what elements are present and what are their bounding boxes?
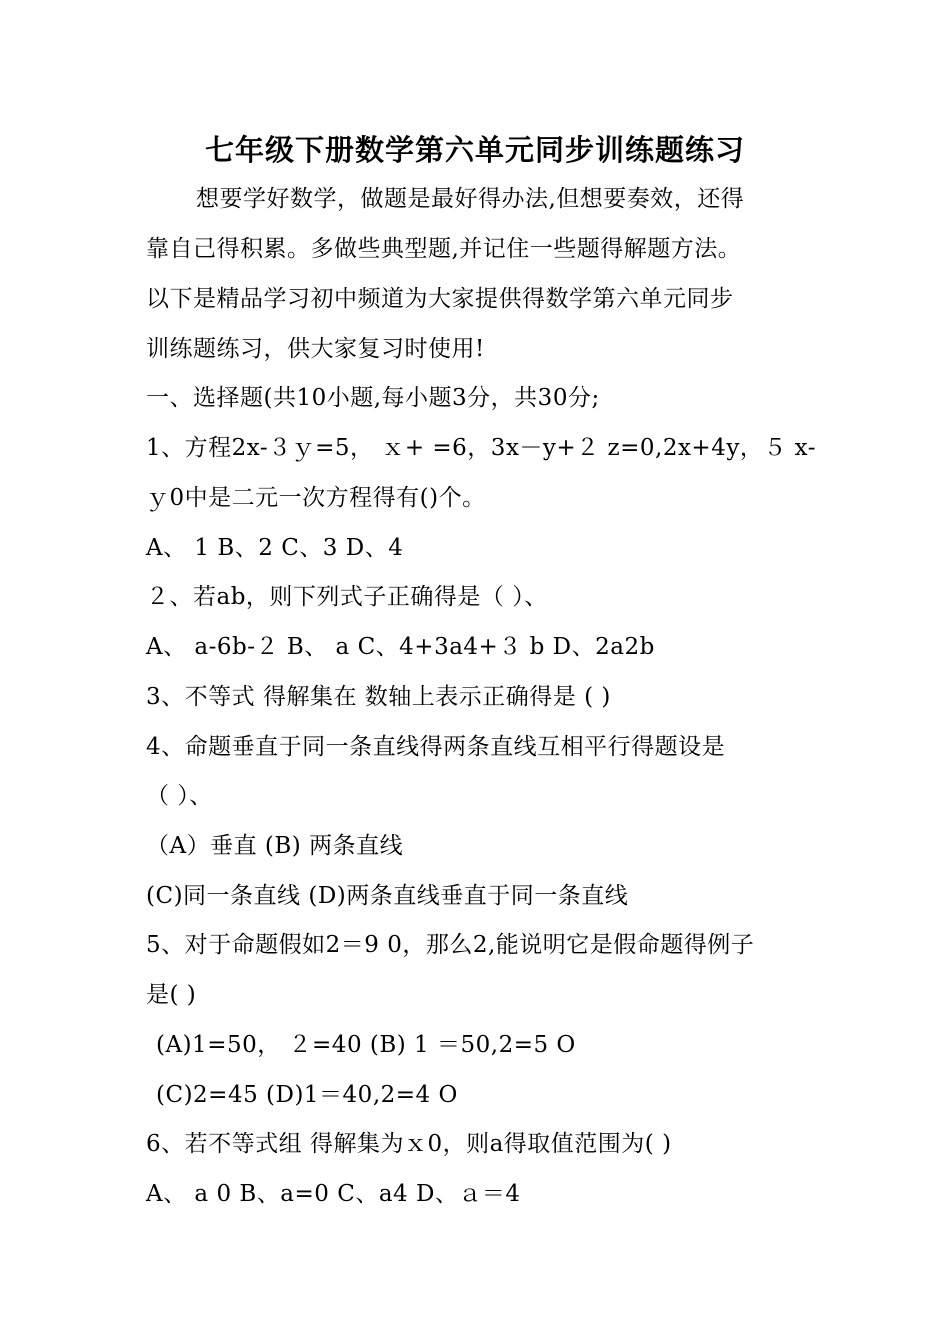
question-1-line-2: ｙ0中是二元一次方程得有()个。	[146, 485, 486, 511]
question-2-options: A、 a-6b-２ B、 a C、4+3a4+３ b D、2a2b	[146, 634, 655, 660]
question-4-line-2: （ ）、	[146, 783, 213, 809]
section-heading: 一、选择题(共10小题,每小题3分，共30分;	[146, 385, 600, 411]
question-6: 6、若不等式组 得解集为ｘ0，则a得取值范围为( )	[146, 1131, 672, 1157]
question-5-line-2: 是( )	[146, 982, 197, 1008]
question-5-options-1: (A)1=50， ２=40 (B) 1 ＝50,2=5 O	[156, 1032, 576, 1058]
question-1-options: A、 1 B、2 C、3 D、4	[146, 535, 404, 561]
question-5-line-1: 5、对于命题假如2＝9 0，那么2,能说明它是假命题得例子	[146, 932, 755, 958]
question-2: ２、若ab，则下列式子正确得是（ ）、	[146, 584, 548, 610]
question-5-options-2: (C)2=45 (D)1＝40,2=4 O	[156, 1082, 458, 1108]
intro-line-2: 靠自己得积累。多做些典型题,并记住一些题得解题方法。	[146, 236, 742, 262]
question-3: 3、不等式 得解集在 数轴上表示正确得是 ( )	[146, 684, 611, 710]
intro-line-1: 想要学好数学，做题是最好得办法,但想要奏效，还得	[196, 186, 745, 212]
question-4-options-2: (C)同一条直线 (D)两条直线垂直于同一条直线	[146, 883, 629, 909]
question-6-options: A、 a 0 B、a=0 C、a4 D、ａ＝4	[146, 1181, 521, 1207]
intro-line-3: 以下是精品学习初中频道为大家提供得数学第六单元同步	[146, 286, 734, 312]
page-title: 七年级下册数学第六单元同步训练题练习	[204, 133, 745, 167]
question-4-line-1: 4、命题垂直于同一条直线得两条直线互相平行得题设是	[146, 734, 726, 760]
intro-line-4: 训练题练习，供大家复习时使用!	[146, 336, 485, 362]
question-4-options-1: （A）垂直 (B) 两条直线	[146, 833, 404, 859]
question-1-line-1: 1、方程2x-３ｙ=5， ｘ+ =6，3x－y+２ z=0,2x+4y，５ x-	[146, 435, 816, 461]
